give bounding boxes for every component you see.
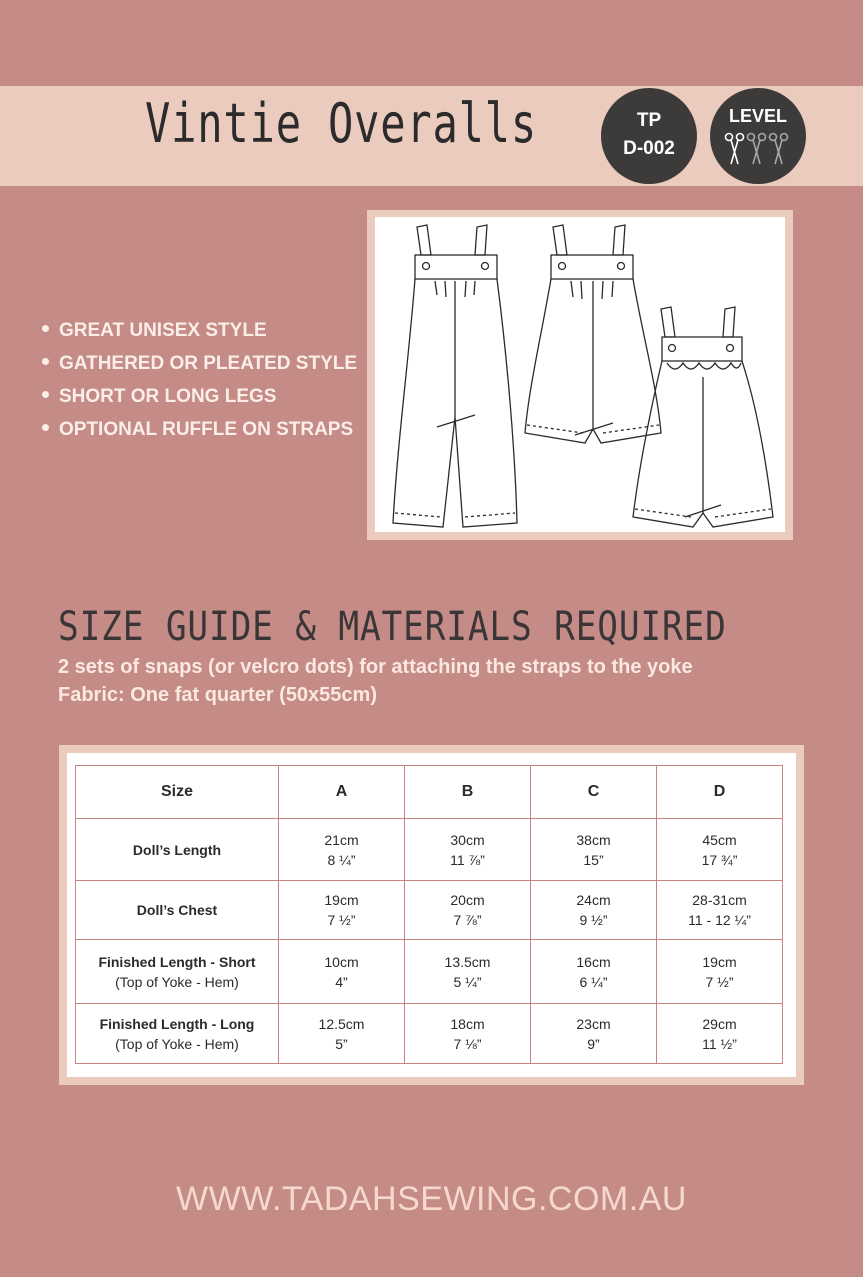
scissors-icon-empty — [748, 134, 766, 165]
table-cell: 30cm 11 ⅞” — [405, 819, 531, 881]
feature-item: SHORT OR LONG LEGS — [42, 384, 357, 417]
bullet-icon — [42, 391, 49, 398]
table-row — [76, 881, 783, 940]
pleated-overalls-drawing — [633, 307, 773, 527]
row-label: Doll’s Length — [76, 819, 279, 881]
table-cell: 23cm 9” — [531, 1004, 657, 1064]
overalls-illustration — [375, 217, 785, 532]
table-cell: 20cm 7 ⅞” — [405, 881, 531, 940]
row-label: Finished Length - Short (Top of Yoke - Hem) — [76, 940, 279, 1004]
pattern-code-line1: TP — [636, 110, 662, 131]
table-cell: 16cm 6 ¼” — [531, 940, 657, 1004]
feature-item: OPTIONAL RUFFLE ON STRAPS — [42, 417, 357, 450]
overalls-line-drawing — [375, 217, 785, 532]
table-header-cell: C — [531, 766, 657, 819]
row-sublabel: (Top of Yoke - Hem) — [115, 973, 239, 990]
size-table — [75, 765, 783, 1064]
table-cell: 38cm 15” — [531, 819, 657, 881]
table-cell: 19cm 7 ½” — [279, 881, 405, 940]
scissors-icon — [724, 132, 792, 168]
website-link[interactable]: WWW.TADAHSEWING.COM.AU — [176, 1180, 687, 1218]
bullet-icon — [42, 424, 49, 431]
table-header-cell: Size — [76, 766, 279, 819]
table-cell: 10cm 4” — [279, 940, 405, 1004]
long-overalls-drawing — [393, 225, 517, 527]
bullet-icon — [42, 325, 49, 332]
materials-line: 2 sets of snaps (or velcro dots) for attaching the straps to the yoke — [58, 656, 693, 678]
feature-item: GATHERED OR PLEATED STYLE — [42, 351, 357, 384]
table-cell: 13.5cm 5 ¼” — [405, 940, 531, 1004]
row-label: Finished Length - Long (Top of Yoke - Hem) — [76, 1004, 279, 1064]
pattern-code-badge — [601, 88, 697, 184]
level-label: LEVEL — [728, 106, 787, 126]
table-cell: 29cm 11 ½” — [657, 1004, 783, 1064]
bullet-icon — [42, 358, 49, 365]
materials-line: Fabric: One fat quarter (50x55cm) — [58, 684, 377, 706]
scissors-icon-filled — [726, 134, 744, 165]
level-badge — [710, 88, 806, 184]
feature-item: GREAT UNISEX STYLE — [42, 318, 357, 351]
table-header-cell: B — [405, 766, 531, 819]
table-cell: 24cm 9 ½” — [531, 881, 657, 940]
table-header-cell: D — [657, 766, 783, 819]
table-cell: 28-31cm 11 - 12 ¼” — [657, 881, 783, 940]
table-cell: 19cm 7 ½” — [657, 940, 783, 1004]
feature-list — [42, 318, 357, 450]
table-cell: 21cm 8 ¼” — [279, 819, 405, 881]
row-label: Doll’s Chest — [76, 881, 279, 940]
table-row — [76, 940, 783, 1004]
table-cell: 45cm 17 ¾” — [657, 819, 783, 881]
table-header-cell: A — [279, 766, 405, 819]
short-overalls-drawing — [525, 225, 661, 443]
table-row — [76, 1004, 783, 1064]
table-cell: 18cm 7 ⅛” — [405, 1004, 531, 1064]
scissors-icon-empty — [770, 134, 788, 165]
pattern-title: Vintie Overalls — [145, 92, 538, 155]
table-header-row — [76, 766, 783, 819]
table-cell: 12.5cm 5” — [279, 1004, 405, 1064]
section-title: SIZE GUIDE & MATERIALS REQUIRED — [58, 604, 727, 650]
row-sublabel: (Top of Yoke - Hem) — [115, 1035, 239, 1052]
pattern-code-line2: D-002 — [623, 138, 675, 159]
table-row — [76, 819, 783, 881]
